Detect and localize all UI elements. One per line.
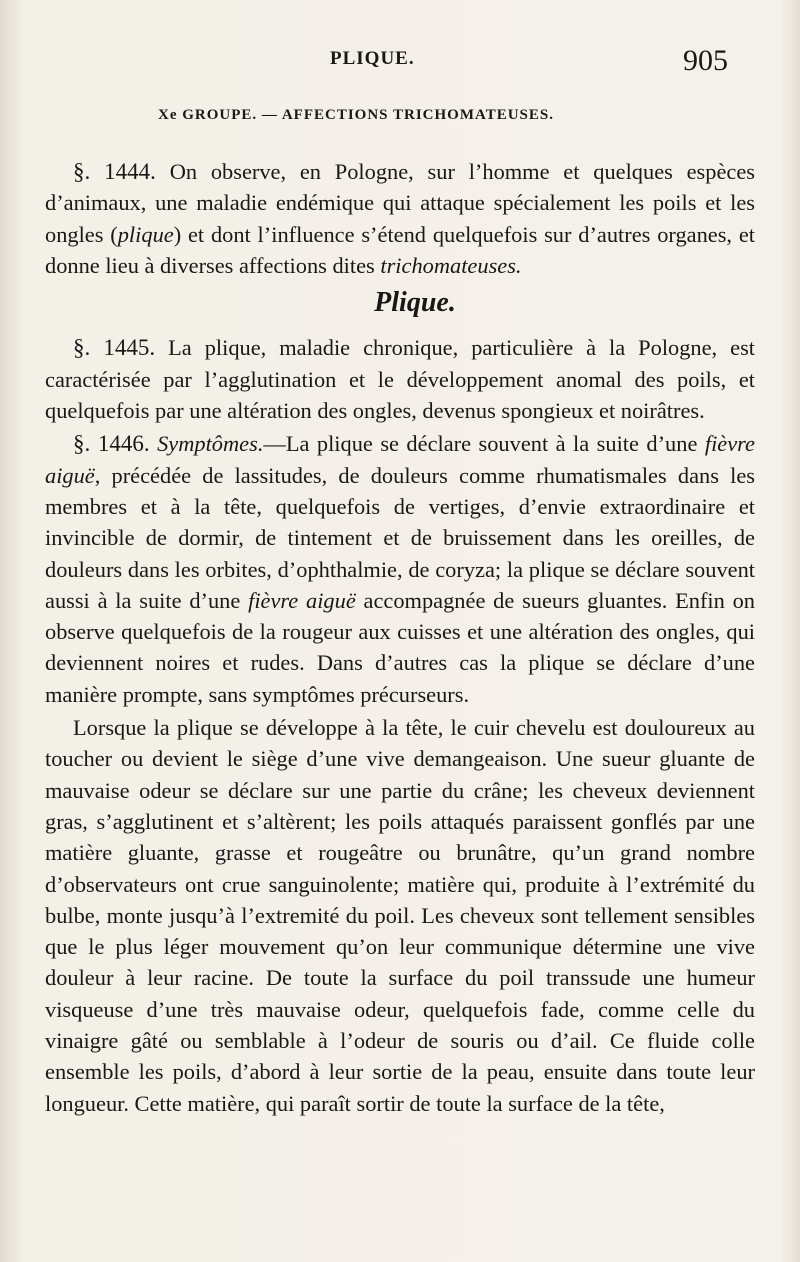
- group-title: Xe GROUPE. — AFFECTIONS TRICHOMATEUSES.: [158, 107, 554, 123]
- paragraph-text: On observe, en Pologne, sur l’homme et quelques espèces d’animaux, une maladie endémique qui attaque spécialement les poils et les ongles (: [45, 159, 755, 247]
- page-body: [45, 156, 755, 1119]
- paragraph-1446: [45, 428, 755, 710]
- page-header: [0, 44, 800, 84]
- italic-term: fièvre aiguë: [45, 431, 755, 488]
- italic-term: trichomateuses.: [380, 252, 522, 278]
- italic-term: plique: [117, 221, 174, 247]
- paragraph-text: Lorsque la plique se développe à la tête, le cuir chevelu est douloureux au toucher ou devient le siège d’une vive demangeaison. Une sueur gluante de mauvaise odeur se déclare sur une partie du crâne; les cheveux deviennent gras, s’agglutinent et s’altèrent; les poils attaqués paraissent gonflés par une matière gluante, grasse et rougeâtre ou brunâtre, qu’un grand nombre d’observateurs ont crue sanguinolente; matière qui, produite à l’extrémité du bulbe, monte jusqu’à l’extremité du poil. Les cheveux sont tellement sensibles que le plus léger mouvement qu’on leur communique détermine une vive douleur à leur racine. De toute la surface du poil transsude une humeur visqueuse d’une très mauvaise odeur, quelquefois fade, comme celle du vinaigre gâté ou semblable à l’odeur de souris ou d’ail. Ce fluide colle ensemble les poils, d’abord à leur sortie de la peau, ensuite dans toute leur longueur. Cette matière, qui paraît sortir de toute la surface de la tête,: [45, 715, 755, 1116]
- section-number: §. 1444.: [73, 159, 156, 184]
- paragraph-text: La plique, maladie chronique, particulière à la Pologne, est caractérisée par l’agglutination et le développement anomal des poils, et quelquefois par une altération des ongles, devenus spongieux et noirâtres.: [45, 335, 756, 424]
- paragraph-1444: [45, 156, 755, 281]
- paragraph-text: —La plique se déclare souvent à la suite d’une: [263, 431, 705, 457]
- italic-term: fièvre aiguë: [248, 587, 356, 613]
- paragraph-1445: [45, 332, 755, 426]
- section-number: §. 1446.: [73, 431, 150, 457]
- italic-term: Symptômes.: [149, 431, 264, 457]
- paragraph-text: , précédée de lassitudes, de douleurs comme rhumatismales dans les membres et à la tête, quelquefois de vertiges, d’envie extraordinaire et invincible de dormir, de tintement et de bruissement dans les oreilles, de douleurs dans les orbites, d’ophthalmie, de coryza; la plique se déclare souvent aussi à la suite d’une: [45, 462, 755, 613]
- running-title: PLIQUE.: [330, 48, 415, 69]
- paragraph-continued: [45, 712, 755, 1119]
- page-number: 905: [683, 44, 728, 77]
- paragraph-text: accompagnée de sueurs gluantes. Enfin on observe quelquefois de la rougeur aux cuisses et une altération des ongles, qui deviennent noires et rudes. Dans d’autres cas la plique se déclare d’une manière prompte, sans symptômes précurseurs.: [45, 587, 756, 707]
- section-number: §. 1445.: [73, 335, 156, 361]
- section-heading: Plique.: [374, 287, 456, 319]
- paragraph-text: ) et dont l’influence s’étend quelquefois sur d’autres organes, et donne lieu à diverses affections dites: [45, 221, 755, 278]
